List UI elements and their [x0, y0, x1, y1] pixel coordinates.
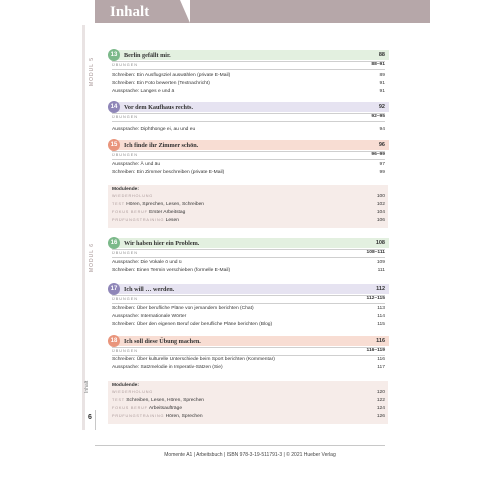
modul-label-text: MODUL 5 — [89, 56, 95, 86]
uebungen-pages: 116–119 — [366, 348, 385, 353]
toc-entry-page: 89 — [379, 73, 385, 78]
modulende-entry-text: Lesen — [164, 218, 179, 223]
chapter-number-badge: 18 — [108, 335, 120, 347]
modulende-entry-text: Schreiben, Lesen, Hören, Sprechen — [124, 398, 205, 403]
modulende-entry — [112, 406, 182, 411]
modulende-heading: Modulende: — [112, 383, 139, 388]
toc-entry-text: Aussprache: Ä und äu — [112, 162, 161, 167]
modulende-entry — [112, 202, 204, 207]
toc-entry-text: Schreiben: Ein Zimmer beschreiben (private E-Mail) — [112, 170, 225, 175]
chapter-title: Ich finde ihr Zimmer schön. — [124, 141, 199, 149]
chapter-number-badge: 14 — [108, 101, 120, 113]
modulende-entry-page: 122 — [376, 398, 385, 403]
chapter-number-badge: 16 — [108, 237, 120, 249]
toc-entry-text: Schreiben: Ein Foto bewerten (Textnachricht) — [112, 81, 210, 86]
modulende-entry-text: Arbeitsaufträge — [147, 406, 183, 411]
toc-entry-text: Schreiben: Über berufliche Pläne von jemandem berichten (Chat) — [112, 306, 254, 311]
uebungen-divider — [112, 159, 385, 160]
toc-entry-page: 99 — [379, 170, 385, 175]
modulende-entry-key: TEST — [112, 202, 125, 206]
toc-entry-text: Aussprache: Internationale Wörter — [112, 314, 187, 319]
modulende-entry-text: Hören, Sprechen — [164, 414, 203, 419]
toc-entry-text: Aussprache: Die Vokale ö und ü — [112, 260, 182, 265]
toc-entry-text: Aussprache: Diphthonge ei, au und eu — [112, 127, 196, 132]
modulende-entry-page: 100 — [376, 194, 385, 199]
chapter-title: Ich will … werden. — [124, 285, 175, 293]
toc-entry-text: Aussprache: Satzmelodie in Imperativ-Sätzen (Sie) — [112, 365, 223, 370]
modulende-entry — [112, 218, 179, 223]
modulende-entry-key: WIEDERHOLUNG — [112, 194, 154, 198]
chapter-page-number: 116 — [376, 337, 385, 344]
footer-side-label: Inhalt — [84, 380, 90, 393]
modulende-entry — [112, 210, 185, 215]
uebungen-pages: 88–91 — [371, 62, 385, 67]
modulende-heading: Modulende: — [112, 187, 139, 192]
sidebar-stripe — [82, 25, 85, 430]
uebungen-divider — [112, 69, 385, 70]
uebungen-label: ÜBUNGEN — [112, 152, 138, 157]
page-number: 6 — [88, 414, 92, 421]
modulende-entry — [112, 194, 153, 199]
chapter-page-number: 112 — [376, 285, 385, 292]
uebungen-divider — [112, 303, 385, 304]
chapter-title: Berlin gefällt mir. — [124, 51, 171, 59]
modul-label-text: MODUL 6 — [89, 242, 95, 272]
modulende-entry-page: 102 — [376, 202, 385, 207]
toc-entry-page: 113 — [377, 306, 385, 311]
header-notch — [180, 0, 190, 23]
toc-entry-page: 115 — [377, 322, 385, 327]
uebungen-divider — [112, 121, 385, 122]
toc-entry-text: Schreiben: Über kulturelle Unterschiede beim Sport berichten (Kommentar) — [112, 357, 275, 362]
modulende-entry-key: PRÜFUNGSTRAINING — [112, 218, 165, 222]
modulende-entry-key: TEST — [112, 398, 125, 402]
toc-entry-page: 116 — [377, 357, 385, 362]
chapter-number-badge: 17 — [108, 283, 120, 295]
toc-entry-page: 91 — [379, 81, 385, 86]
toc-entry-page: 91 — [379, 89, 385, 94]
footer-rule — [95, 445, 385, 446]
toc-entry-page: 117 — [377, 365, 385, 370]
modulende-entry — [112, 398, 204, 403]
chapter-number-badge: 15 — [108, 139, 120, 151]
modulende-entry-text: Hören, Sprechen, Lesen, Schreiben — [124, 202, 205, 207]
modulende-entry-key: PRÜFUNGSTRAINING — [112, 414, 165, 418]
chapter-page-number: 92 — [378, 103, 385, 110]
modulende-entry — [112, 390, 153, 395]
uebungen-pages: 96–99 — [371, 152, 385, 157]
modulende-entry-page: 120 — [376, 390, 385, 395]
modulende-entry-page: 104 — [376, 210, 385, 215]
modulende-entry-text: Erster Arbeitstag — [147, 210, 186, 215]
toc-entry-page: 109 — [376, 260, 385, 265]
modulende-entry-page: 124 — [376, 406, 385, 411]
chapter-number-badge: 13 — [108, 49, 120, 61]
uebungen-label: ÜBUNGEN — [112, 296, 138, 301]
footer-imprint: Momente A1 | Arbeitsbuch | ISBN 978-3-19-511791-3 | © 2021 Hueber Verlag — [164, 452, 336, 458]
toc-entry-page: 114 — [377, 314, 385, 319]
uebungen-label: ÜBUNGEN — [112, 348, 138, 353]
modulende-entry-key: WIEDERHOLUNG — [112, 390, 154, 394]
chapter-page-number: 88 — [378, 51, 385, 58]
uebungen-pages: 112–115 — [366, 296, 385, 301]
uebungen-divider — [112, 355, 385, 356]
toc-entry-text: Schreiben: Ein Ausflugsziel auswählen (private E-Mail) — [112, 73, 231, 78]
chapter-page-number: 108 — [375, 239, 385, 246]
toc-entry-page: 94 — [379, 127, 385, 132]
modulende-entry-key: FOKUS BERUF — [112, 210, 148, 214]
toc-entry-text: Schreiben: Einen Termin verschieben (formelle E-Mail) — [112, 268, 231, 273]
chapter-title: Wir haben hier ein Problem. — [124, 239, 200, 247]
chapter-title: Ich soll diese Übung machen. — [124, 337, 201, 345]
uebungen-label: ÜBUNGEN — [112, 114, 138, 119]
chapter-page-number: 96 — [378, 141, 385, 148]
modulende-entry-page: 126 — [376, 414, 385, 419]
modulende-entry-key: FOKUS BERUF — [112, 406, 148, 410]
modulende-entry-page: 106 — [376, 218, 385, 223]
uebungen-pages: 92–95 — [371, 114, 385, 119]
toc-entry-text: Aussprache: Langes e und ä — [112, 89, 175, 94]
uebungen-divider — [112, 257, 385, 258]
page-divider — [95, 410, 96, 430]
toc-entry-page: 111 — [377, 268, 385, 273]
toc-entry-page: 97 — [379, 162, 385, 167]
uebungen-label: ÜBUNGEN — [112, 62, 138, 67]
chapter-title: Vor dem Kaufhaus rechts. — [124, 103, 193, 111]
page-title: Inhalt — [110, 4, 150, 20]
modulende-entry — [112, 414, 203, 419]
uebungen-pages: 108–111 — [366, 250, 385, 255]
uebungen-label: ÜBUNGEN — [112, 250, 138, 255]
toc-entry-text: Schreiben: Über den eigenen Beruf oder berufliche Pläne berichten (Blog) — [112, 322, 273, 327]
